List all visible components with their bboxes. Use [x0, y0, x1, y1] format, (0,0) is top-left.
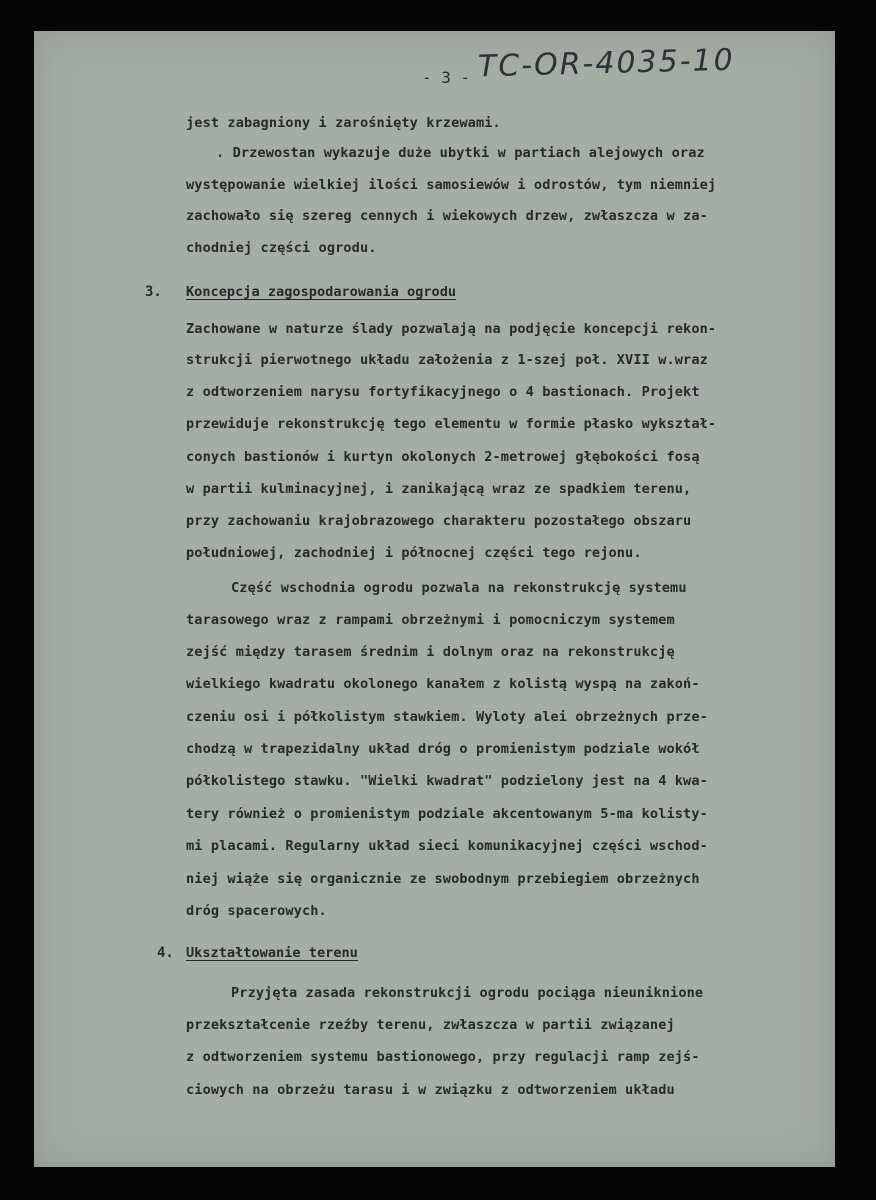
- text-line: przewiduje rekonstrukcję tego elementu w formie płasko wykształ-: [186, 416, 717, 432]
- text-line: tarasowego wraz z rampami obrzeżnymi i pomocniczym systemem: [186, 612, 675, 628]
- text-line: występowanie wielkiej ilości samosiewów i odrostów, tym niemniej: [186, 177, 717, 193]
- text-line: chodzą w trapezidalny układ dróg o promienistym podziale wokół: [186, 741, 700, 757]
- text-line: przy zachowaniu krajobrazowego charakteru pozostałego obszaru: [186, 513, 692, 529]
- text-line: . Drzewostan wykazuje duże ubytki w partiach alejowych oraz: [216, 145, 705, 161]
- text-line: chodniej części ogrodu.: [186, 240, 377, 256]
- text-line: conych bastionów i kurtyn okolonych 2-metrowej głębokości fosą: [186, 449, 700, 465]
- text-line: z odtworzeniem systemu bastionowego, przy regulacji ramp zejś-: [186, 1049, 700, 1065]
- text-line: niej wiąże się organicznie ze swobodnym przebiegiem obrzeżnych: [186, 871, 700, 887]
- text-line: strukcji pierwotnego układu założenia z 1-szej poł. XVII w.wraz: [186, 352, 708, 368]
- text-line: w partii kulminacyjnej, i zanikającą wraz ze spadkiem terenu,: [186, 481, 692, 497]
- section-4-title: Ukształtowanie terenu: [186, 945, 358, 961]
- handwritten-reference: TC-OR-4035-10: [477, 42, 736, 85]
- text-line: ciowych na obrzeżu tarasu i w związku z odtworzeniem układu: [186, 1082, 675, 1098]
- text-line: mi placami. Regularny układ sieci komunikacyjnej części wschod-: [186, 838, 708, 854]
- text-line: zejść między tarasem średnim i dolnym oraz na rekonstrukcję: [186, 644, 675, 660]
- text-line: południowej, zachodniej i północnej części tego rejonu.: [186, 545, 642, 561]
- text-line: tery również o promienistym podziale akcentowanym 5-ma kolisty-: [186, 806, 708, 822]
- page-number: - 3 -: [422, 68, 471, 87]
- text-line: Zachowane w naturze ślady pozwalają na podjęcie koncepcji rekon-: [186, 321, 717, 337]
- text-line: jest zabagniony i zarośnięty krzewami.: [186, 115, 501, 131]
- text-line: z odtworzeniem narysu fortyfikacyjnego o 4 bastionach. Projekt: [186, 384, 700, 400]
- text-line: wielkiego kwadratu okolonego kanałem z kolistą wyspą na zakoń-: [186, 676, 700, 692]
- text-line: Przyjęta zasada rekonstrukcji ogrodu pociąga nieuniknione: [231, 985, 704, 1001]
- section-3-title: Koncepcja zagospodarowania ogrodu: [186, 284, 457, 300]
- text-line: Część wschodnia ogrodu pozwala na rekonstrukcję systemu: [231, 580, 687, 596]
- section-3-number: 3.: [145, 284, 162, 300]
- text-line: czeniu osi i półkolistym stawkiem. Wyloty alei obrzeżnych prze-: [186, 709, 708, 725]
- text-line: przekształcenie rzeźby terenu, zwłaszcza w partii związanej: [186, 1017, 675, 1033]
- text-line: zachowało się szereg cennych i wiekowych drzew, zwłaszcza w za-: [186, 208, 708, 224]
- text-line: dróg spacerowych.: [186, 903, 327, 919]
- text-line: półkolistego stawku. "Wielki kwadrat" podzielony jest na 4 kwa-: [186, 773, 708, 789]
- section-4-number: 4.: [157, 945, 174, 961]
